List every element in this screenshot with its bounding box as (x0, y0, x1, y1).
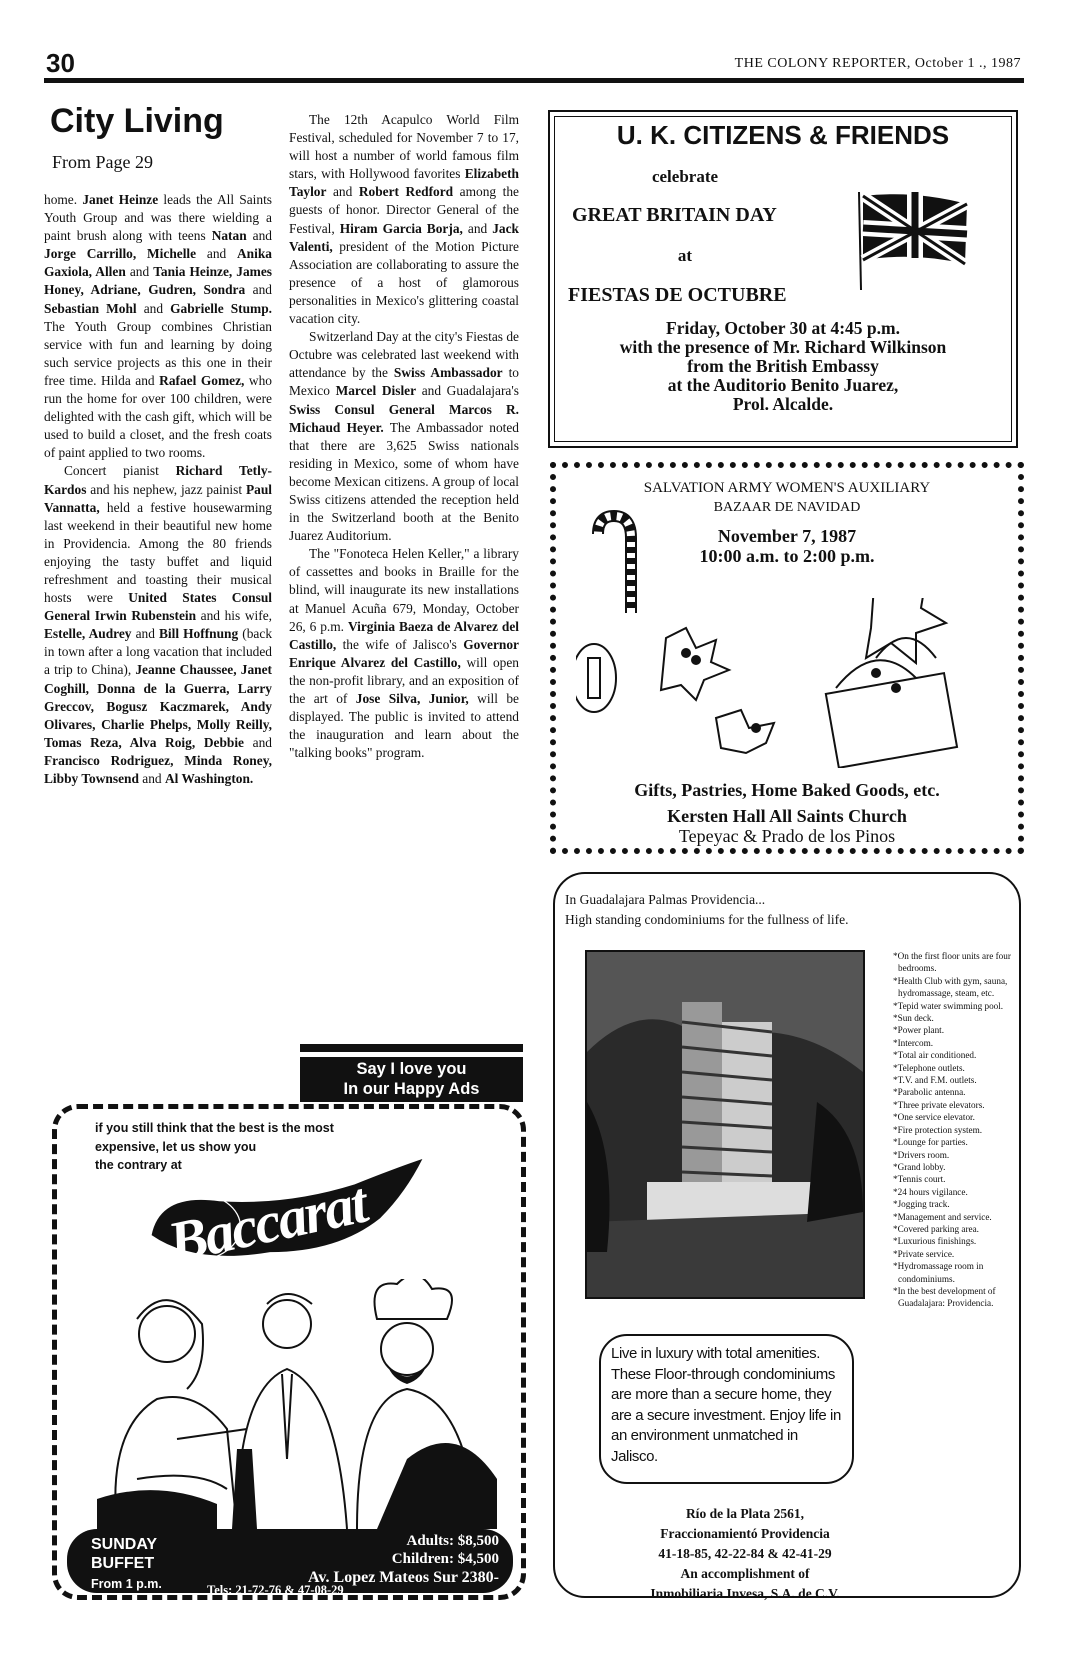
paragraph-text: and his nephew, jazz painist (86, 481, 246, 497)
ad-place-2: Tepeyac & Prado de los Pinos (678, 826, 896, 846)
paragraph-text: and his wife, (196, 608, 272, 624)
amenity-item: *24 hours vigilance. (893, 1186, 968, 1197)
amenity-item: *In the best development of Guadalajara: Providencia. (893, 1285, 996, 1309)
intro-line: if you still think that the best is the most (95, 1121, 334, 1135)
amenity-item: *Sun deck. (893, 1013, 934, 1024)
paragraph-text: who run the home for over 100 children, were delighted with the cash gift, which will be used to build a closet, and the fresh coats of paint applied to two rooms. (44, 372, 272, 461)
person-name: Tania Heinze, James Honey, Adriane, Gudren, Sondra (44, 264, 272, 298)
article-paragraph (289, 328, 519, 545)
amenity-item: *Total air conditioned. (893, 1050, 977, 1061)
paragraph-text: held a festive housewarming last weekend in their beautiful new home in Providencia. Among the 80 friends enjoying the tasty buffet and liquid refreshment and toasting their musical hosts were (44, 499, 272, 606)
buffet-banner (67, 1529, 513, 1597)
building-photo (585, 950, 865, 1299)
address-line: 41-18-85, 42-22-84 & 42-41-29 (658, 1546, 832, 1561)
amenity-item: *Intercom. (893, 1037, 934, 1048)
promo-line-2: In our Happy Ads (343, 1080, 480, 1098)
paragraph-text: The 12th Acapulco World Film Festival, scheduled for November 7 to 17, will host a number of world famous film stars, with Hollywood favorites (289, 112, 519, 182)
intro-line: expensive, let us show you (95, 1139, 257, 1154)
person-name: Jose Silva, Junior, (355, 691, 469, 706)
person-name: Paul Vannatta, (44, 481, 272, 515)
amenity-item: *On the first floor units are four bedrooms. (893, 951, 1011, 974)
amenities-list (893, 950, 1015, 1310)
paragraph-text: leads the All Saints Youth Group and was there wielding a paint brush along with teens (44, 192, 272, 244)
paragraph-text: and Guadalajara's (416, 383, 519, 399)
paragraph-text: and (131, 626, 159, 642)
paragraph-text: and (245, 282, 272, 298)
address-line: Río de la Plata 2561, (685, 1506, 805, 1521)
ad-time: 10:00 a.m. to 2:00 p.m. (699, 546, 875, 566)
amenity-item: *Parabolic antenna. (893, 1087, 966, 1098)
address-line: Inmobiliaria Invesa, S.A. de C.V. (650, 1586, 840, 1601)
paragraph-text: The "Fonoteca Helen Keller," a library of cassettes and books in Braille for the blind, will inaugurate its new installations at Manuel Acuña 679, Monday, October 26, 6 p.m. (289, 546, 519, 634)
paragraph-text: home. (44, 192, 83, 207)
article-title: City Living (50, 102, 224, 140)
paragraph-text: and (246, 228, 273, 244)
paragraph-text: and (326, 184, 359, 200)
paragraph-text: among the guests of honor. Director General of the Festival, (289, 184, 519, 236)
person-name: Estelle, Audrey (44, 626, 132, 642)
amenity-item: *Tennis court. (893, 1174, 946, 1185)
amenity-item: *Luxurious finishings. (893, 1236, 977, 1247)
person-name: Swiss Ambassador (393, 365, 503, 381)
article-column-1 (44, 191, 272, 788)
article-paragraph (289, 545, 519, 762)
header-rule (44, 78, 1024, 83)
ad-place-1: Kersten Hall All Saints Church (667, 806, 907, 826)
ad-at: at (677, 246, 693, 265)
salvation-army-bazaar-ad (550, 462, 1024, 854)
person-name: Marcel Disler (335, 383, 417, 399)
paragraph-text: and (125, 264, 154, 280)
paragraph-text: (back in town after a long vacation that included a trip to China), (44, 626, 273, 678)
amenity-item: *Power plant. (893, 1025, 945, 1036)
person-name: Bill Hoffnung (158, 626, 239, 642)
ad-intro-1: In Guadalajara Palmas Providencia... (565, 892, 766, 907)
ad-detail-line: at the Auditorio Benito Juarez, (667, 375, 899, 395)
person-name: Rafael Gomez, (159, 372, 245, 388)
paragraph-text: president of the Motion Picture Association are collaborating to assure the presence of a host of glamorous personalities in Mexico's glittering coastal vacation city. (289, 238, 519, 327)
paragraph-text: The Ambassador noted that there are 3,625 Swiss nationals residing in Mexico, some of whom have become Mexican citizens. A group of local Swiss citizens attended the reception held in the Switzerland booth at the Benito Juarez Auditorium. (289, 419, 519, 544)
paragraph-text: and (138, 771, 165, 786)
amenity-item: *Three private elevators. (893, 1099, 985, 1110)
paragraph-text: will open the non-profit library, and an exposition of the art of (289, 654, 519, 706)
person-name: Elizabeth Taylor (289, 166, 519, 200)
ad-venue: FIESTAS DE OCTUBRE (568, 284, 787, 306)
masthead: THE COLONY REPORTER, October 1 ., 1987 (734, 56, 1021, 71)
amenity-item: *Fire protection system. (893, 1124, 983, 1135)
ad-subtitle: BAZAAR DE NAVIDAD (713, 500, 861, 515)
ad-intro-2: High standing condominiums for the fullness of life. (565, 912, 849, 927)
ad-title: U. K. CITIZENS & FRIENDS (616, 120, 950, 150)
amenity-item: *Grand lobby. (893, 1161, 946, 1172)
banner-children-price: Children: $4,500 (391, 1551, 499, 1567)
paragraph-text: and (462, 220, 493, 236)
ad-blurb: Live in luxury with total amenities. These Floor-through condominiums are more than a secure home, they are a secure investment. Enjoy life in an environment unmatched in Jalisco. (599, 1334, 854, 1484)
banner-sunday: SUNDAY (91, 1536, 158, 1553)
person-name: Richard Tetly-Kardos (44, 463, 272, 497)
union-jack-flag-icon (855, 190, 973, 290)
article-paragraph (44, 191, 272, 462)
baccarat-restaurant-ad (52, 1104, 526, 1600)
paragraph-text: and (244, 734, 273, 750)
amenity-item: *One service elevator. (893, 1112, 975, 1123)
person-name: Natan (211, 228, 247, 244)
paragraph-text: will be displayed. The public is invited to attend the inauguration and learn about the "talking books" program. (289, 691, 520, 761)
amenity-item: *Jogging track. (893, 1199, 950, 1210)
address-line: An accomplishment of (680, 1566, 810, 1581)
person-name: Jeanne Chaussee, Janet Coghill, Donna de la Guerra, Larry Greccov, Bogusz Kaczmarek, Andy Olivares, Charlie Phelps, Molly Reilly, Tomas Reza, Alva Roig, Debbie (44, 662, 272, 750)
ad-title: SALVATION ARMY WOMEN'S AUXILIARY (643, 480, 931, 496)
person-name: Gabrielle Stump. (170, 300, 273, 316)
amenity-item: *Telephone outlets. (893, 1062, 965, 1073)
intro-line: the contrary at (95, 1158, 182, 1172)
article-paragraph (289, 111, 519, 328)
chefs-buffet-illustration (77, 1279, 507, 1529)
ad-celebrate: celebrate (651, 167, 719, 186)
paragraph-text: and (136, 300, 171, 316)
ad-items: Gifts, Pastries, Home Baked Goods, etc. (634, 780, 940, 800)
baccarat-logo-text: Baccarat (162, 1169, 372, 1276)
person-name: United States Consul General Irwin Rubenstein (44, 590, 273, 624)
person-name: Jorge Carrillo, Michelle (44, 246, 197, 262)
ad-detail-line: with the presence of Mr. Richard Wilkinson (619, 337, 947, 357)
page-number: 30 (46, 48, 75, 78)
person-name: Francisco Rodriguez, Minda Roney, Libby Townsend (44, 752, 272, 786)
banner-buffet: BUFFET (91, 1555, 155, 1572)
amenity-item: *Health Club with gym, sauna, hydromassage, steam, etc. (893, 975, 1008, 999)
paragraph-text: to Mexico (289, 365, 519, 399)
paragraph-text: Switzerland Day at the city's Fiestas de Octubre was celebrated last weekend with attendance by the (289, 329, 519, 381)
ad-detail-line: Prol. Alcalde. (732, 394, 834, 414)
banner-from: From 1 p.m. (91, 1577, 162, 1591)
person-name: Swiss Consul General Marcos R. Michaud Heyer. (289, 401, 519, 435)
article-paragraph (44, 462, 272, 788)
promo-box (300, 1057, 523, 1102)
article-column-2 (289, 111, 519, 762)
ad-detail-line: Friday, October 30 at 4:45 p.m. (666, 318, 900, 338)
continued-from: From Page 29 (52, 152, 153, 172)
ad-address (555, 1504, 935, 1604)
ad-date: November 7, 1987 (717, 526, 857, 546)
holiday-holly-gift-illustration (576, 598, 1006, 768)
promo-line-1: Say I love you (356, 1060, 467, 1078)
amenity-item: *Hydromassage room in condominiums. (893, 1261, 984, 1284)
address-line: Fraccionamientó Providencia (660, 1526, 830, 1541)
palmas-providencia-condo-ad (553, 872, 1021, 1601)
ad-details (550, 319, 1016, 414)
person-name: Jack Valenti, (289, 220, 519, 254)
person-name: Sebastian Mohl (44, 300, 137, 316)
banner-address: Av. Lopez Mateos Sur 2380- (308, 1569, 499, 1586)
banner-phones: Tels: 21-72-76 & 47-08-29 (207, 1583, 344, 1597)
person-name: Governor Enrique Alvarez del Castillo, (289, 636, 519, 670)
paragraph-text: Concert pianist (64, 463, 176, 479)
person-name: Anika Gaxiola, Allen (44, 246, 272, 280)
ad-event: GREAT BRITAIN DAY (572, 204, 777, 226)
paragraph-text: and (196, 246, 238, 262)
paragraph-text: the wife of Jalisco's (336, 636, 464, 652)
ad-detail-line: from the British Embassy (687, 356, 879, 376)
amenity-item: *T.V. and F.M. outlets. (893, 1075, 977, 1086)
person-name: Al Washington. (164, 771, 254, 786)
person-name: Hiram Garcia Borja, (339, 220, 463, 236)
amenity-item: *Management and service. (893, 1211, 992, 1222)
promo-bar (300, 1044, 523, 1052)
banner-adults-price: Adults: $8,500 (406, 1533, 499, 1549)
uk-citizens-ad (548, 110, 1018, 448)
person-name: Virginia Baeza de Alvarez del Castillo, (289, 618, 519, 652)
happy-ads-promo (300, 1044, 523, 1102)
person-name: Janet Heinze (82, 192, 159, 207)
amenity-item: *Lounge for parties. (893, 1137, 968, 1148)
paragraph-text: The Youth Group combines Christian service with fun and learning by doing such service projects as this one in their free time. Hilda and (44, 318, 272, 388)
person-name: Robert Redford (358, 184, 454, 200)
amenity-item: *Covered parking area. (893, 1223, 979, 1234)
amenity-item: *Drivers room. (893, 1149, 950, 1160)
amenity-item: *Private service. (893, 1248, 955, 1259)
amenity-item: *Tepid water swimming pool. (893, 1000, 1004, 1011)
